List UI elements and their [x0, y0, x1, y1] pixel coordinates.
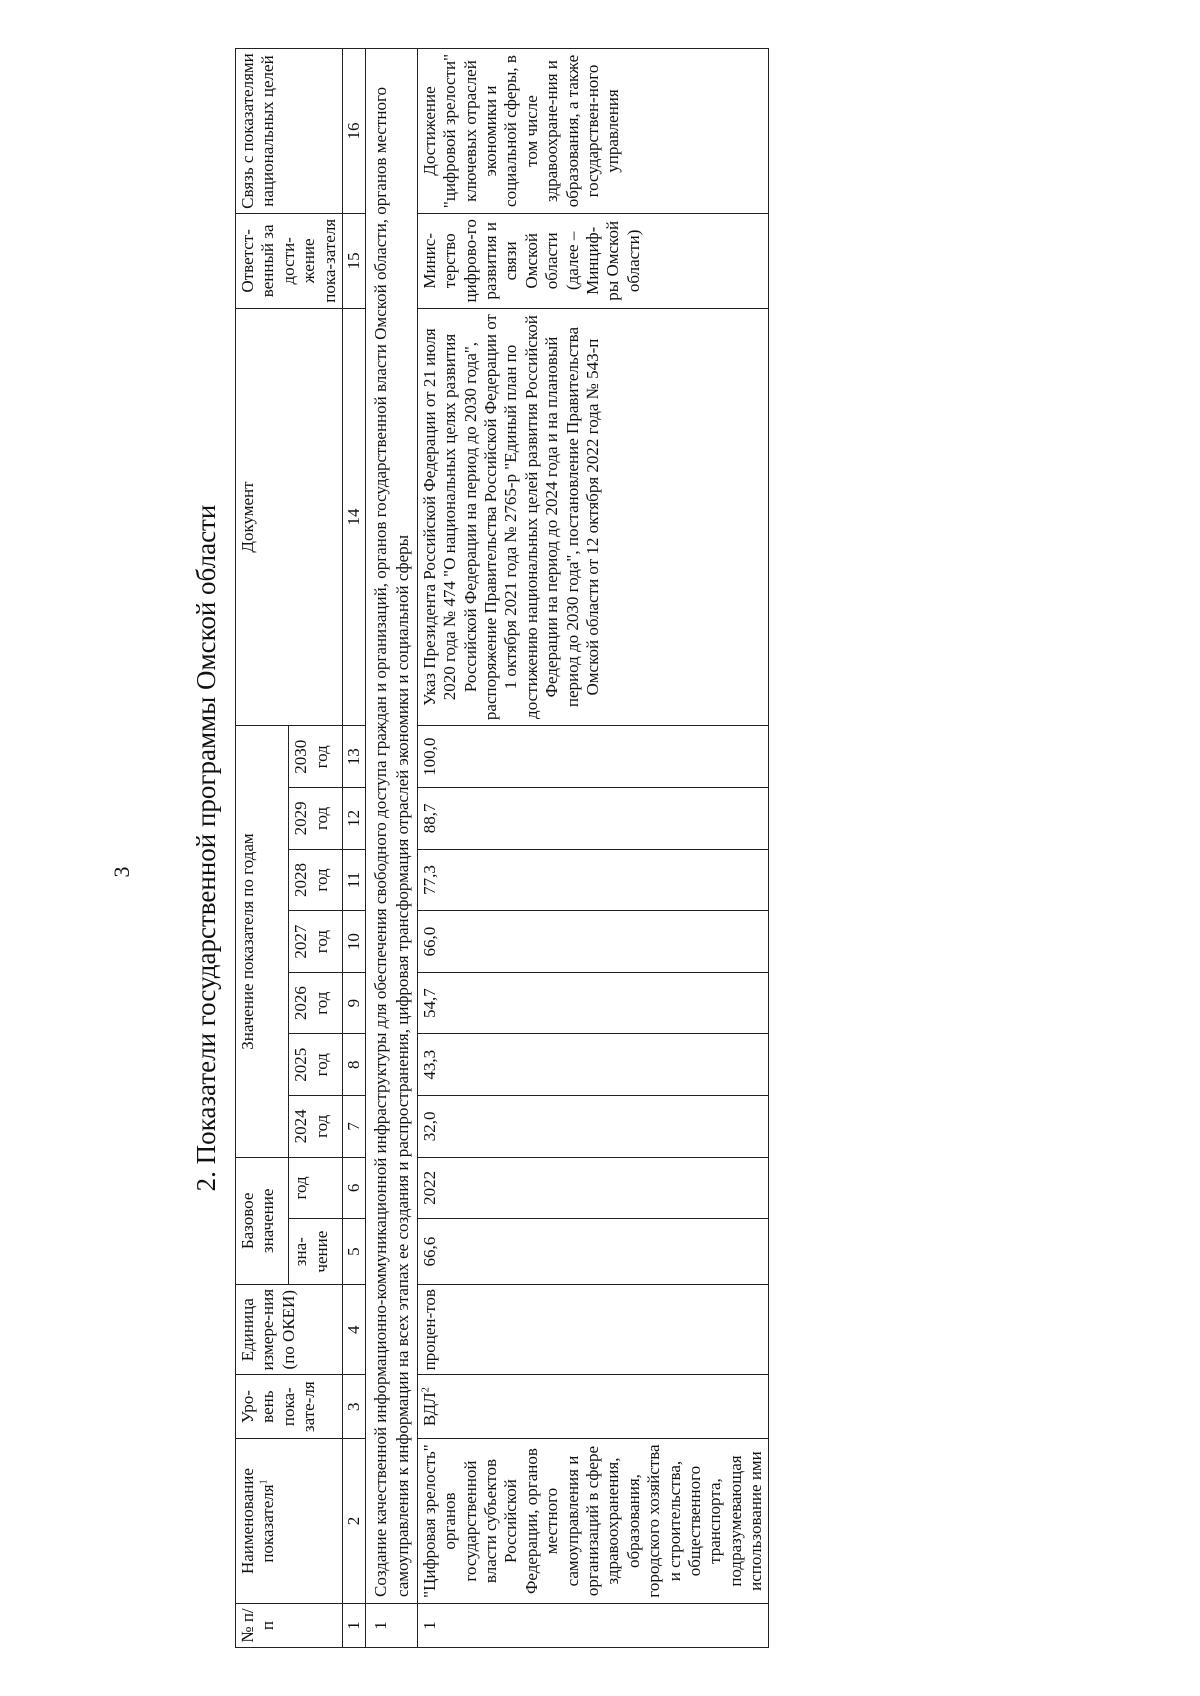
row-number: 1	[417, 1604, 769, 1648]
section-number: 1	[366, 1604, 418, 1648]
header-indicator-name	[236, 1439, 343, 1604]
column-number: 8	[342, 1034, 365, 1096]
header-number: № п/п	[236, 1604, 343, 1648]
section-title: Создание качественной информационно-коммуникационной инфраструктуры для обеспечения свободного доступа граждан и организаций, органов государственной власти Омской области, органов местного самоуправления к информации на всех этапах ее создания и распространения, цифровая трансформация отраслей экономики и социальной сферы	[371, 86, 412, 1598]
page-title: 2. Показатели государственной программы Омской области	[191, 504, 221, 1192]
indicator-document: Указ Президента Российской Федерации от 21 июля 2020 года № 474 "О национальных целях развития Российской Федерации на период до 2030 года", распоряжение Правительства Российской Федерации от 1 октября 2021 года № 2765-р "Единый план по достижению национальных целей развития Российской Федерации на период до 2024 года и на плановый период до 2030 года", постановление Правительства Омской области от 12 октября 2022 года № 543-п	[417, 308, 769, 726]
column-number: 12	[342, 788, 365, 850]
column-number: 10	[342, 911, 365, 973]
column-number: 5	[342, 1219, 365, 1285]
footnote-mark-2: 2	[420, 1387, 432, 1393]
page-number: 3	[109, 866, 134, 878]
value-2030: 100,0	[417, 726, 769, 788]
header-year-2029: 2029 год	[289, 788, 342, 850]
indicators-table-wrapper	[235, 48, 769, 1648]
section-text	[366, 49, 418, 1604]
header-base-value: зна-чение	[289, 1219, 342, 1285]
indicator-level	[417, 1375, 769, 1439]
indicators-table	[235, 48, 769, 1648]
value-2027: 66,0	[417, 911, 769, 973]
header-row-1	[236, 49, 289, 1648]
header-level: Уро-вень пока-зате-ля	[236, 1375, 343, 1439]
column-number: 15	[342, 214, 365, 309]
header-base-year: год	[289, 1157, 342, 1219]
header-base: Базовое значение	[236, 1157, 289, 1285]
indicator-unit: процен-тов	[417, 1285, 769, 1375]
base-year: 2022	[417, 1157, 769, 1219]
column-number: 4	[342, 1285, 365, 1375]
header-year-2024: 2024 год	[289, 1096, 342, 1158]
indicator-name: "Цифровая зрелость" органов государственной власти субъектов Российской Федерации, органов местного самоуправления и организаций в сфере здравоохранения, образования, городского хозяйства и строительства, общественного транспорта, подразумевающая использование ими	[417, 1439, 769, 1604]
value-2029: 88,7	[417, 788, 769, 850]
footnote-mark-1: 1	[258, 1479, 270, 1485]
value-2028: 77,3	[417, 849, 769, 911]
header-responsible: Ответст-венный за дости-жение пока-зателя	[236, 214, 343, 309]
table-row	[417, 49, 769, 1648]
column-number: 14	[342, 308, 365, 726]
header-years-group: Значение показателя по годам	[236, 726, 289, 1157]
column-number: 2	[342, 1439, 365, 1604]
indicator-national-goal-link: Достижение "цифровой зрелости" ключевых отраслей экономики и социальной сферы, в том числе здравоохране-ния и образования, а также государствен-ного управления	[417, 49, 769, 214]
column-number: 3	[342, 1375, 365, 1439]
column-numbers-row	[342, 49, 365, 1648]
value-2025: 43,3	[417, 1034, 769, 1096]
header-year-2027: 2027 год	[289, 911, 342, 973]
header-unit: Единица измере-ния (по ОКЕИ)	[236, 1285, 343, 1375]
column-number: 16	[342, 49, 365, 214]
value-2026: 54,7	[417, 972, 769, 1034]
header-year-2026: 2026 год	[289, 972, 342, 1034]
column-number: 7	[342, 1096, 365, 1158]
header-document: Документ	[236, 308, 343, 726]
column-number: 13	[342, 726, 365, 788]
indicator-level-text: ВДЛ	[419, 1392, 439, 1427]
indicator-responsible: Минис-терство цифрово-го развития и связи Омской области (далее – Минциф-ры Омской области)	[417, 214, 769, 309]
value-2024: 32,0	[417, 1096, 769, 1158]
column-number: 11	[342, 849, 365, 911]
base-value: 66,6	[417, 1219, 769, 1285]
header-year-2030: 2030 год	[289, 726, 342, 788]
header-indicator-name-text: Наименование показателя	[238, 1468, 278, 1575]
header-link: Связь с показателями национальных целей	[236, 49, 343, 214]
column-number: 6	[342, 1157, 365, 1219]
header-year-2025: 2025 год	[289, 1034, 342, 1096]
section-row	[366, 49, 418, 1648]
rotated-page-content	[185, 48, 1065, 1648]
header-year-2028: 2028 год	[289, 849, 342, 911]
column-number: 1	[342, 1604, 365, 1648]
column-number: 9	[342, 972, 365, 1034]
